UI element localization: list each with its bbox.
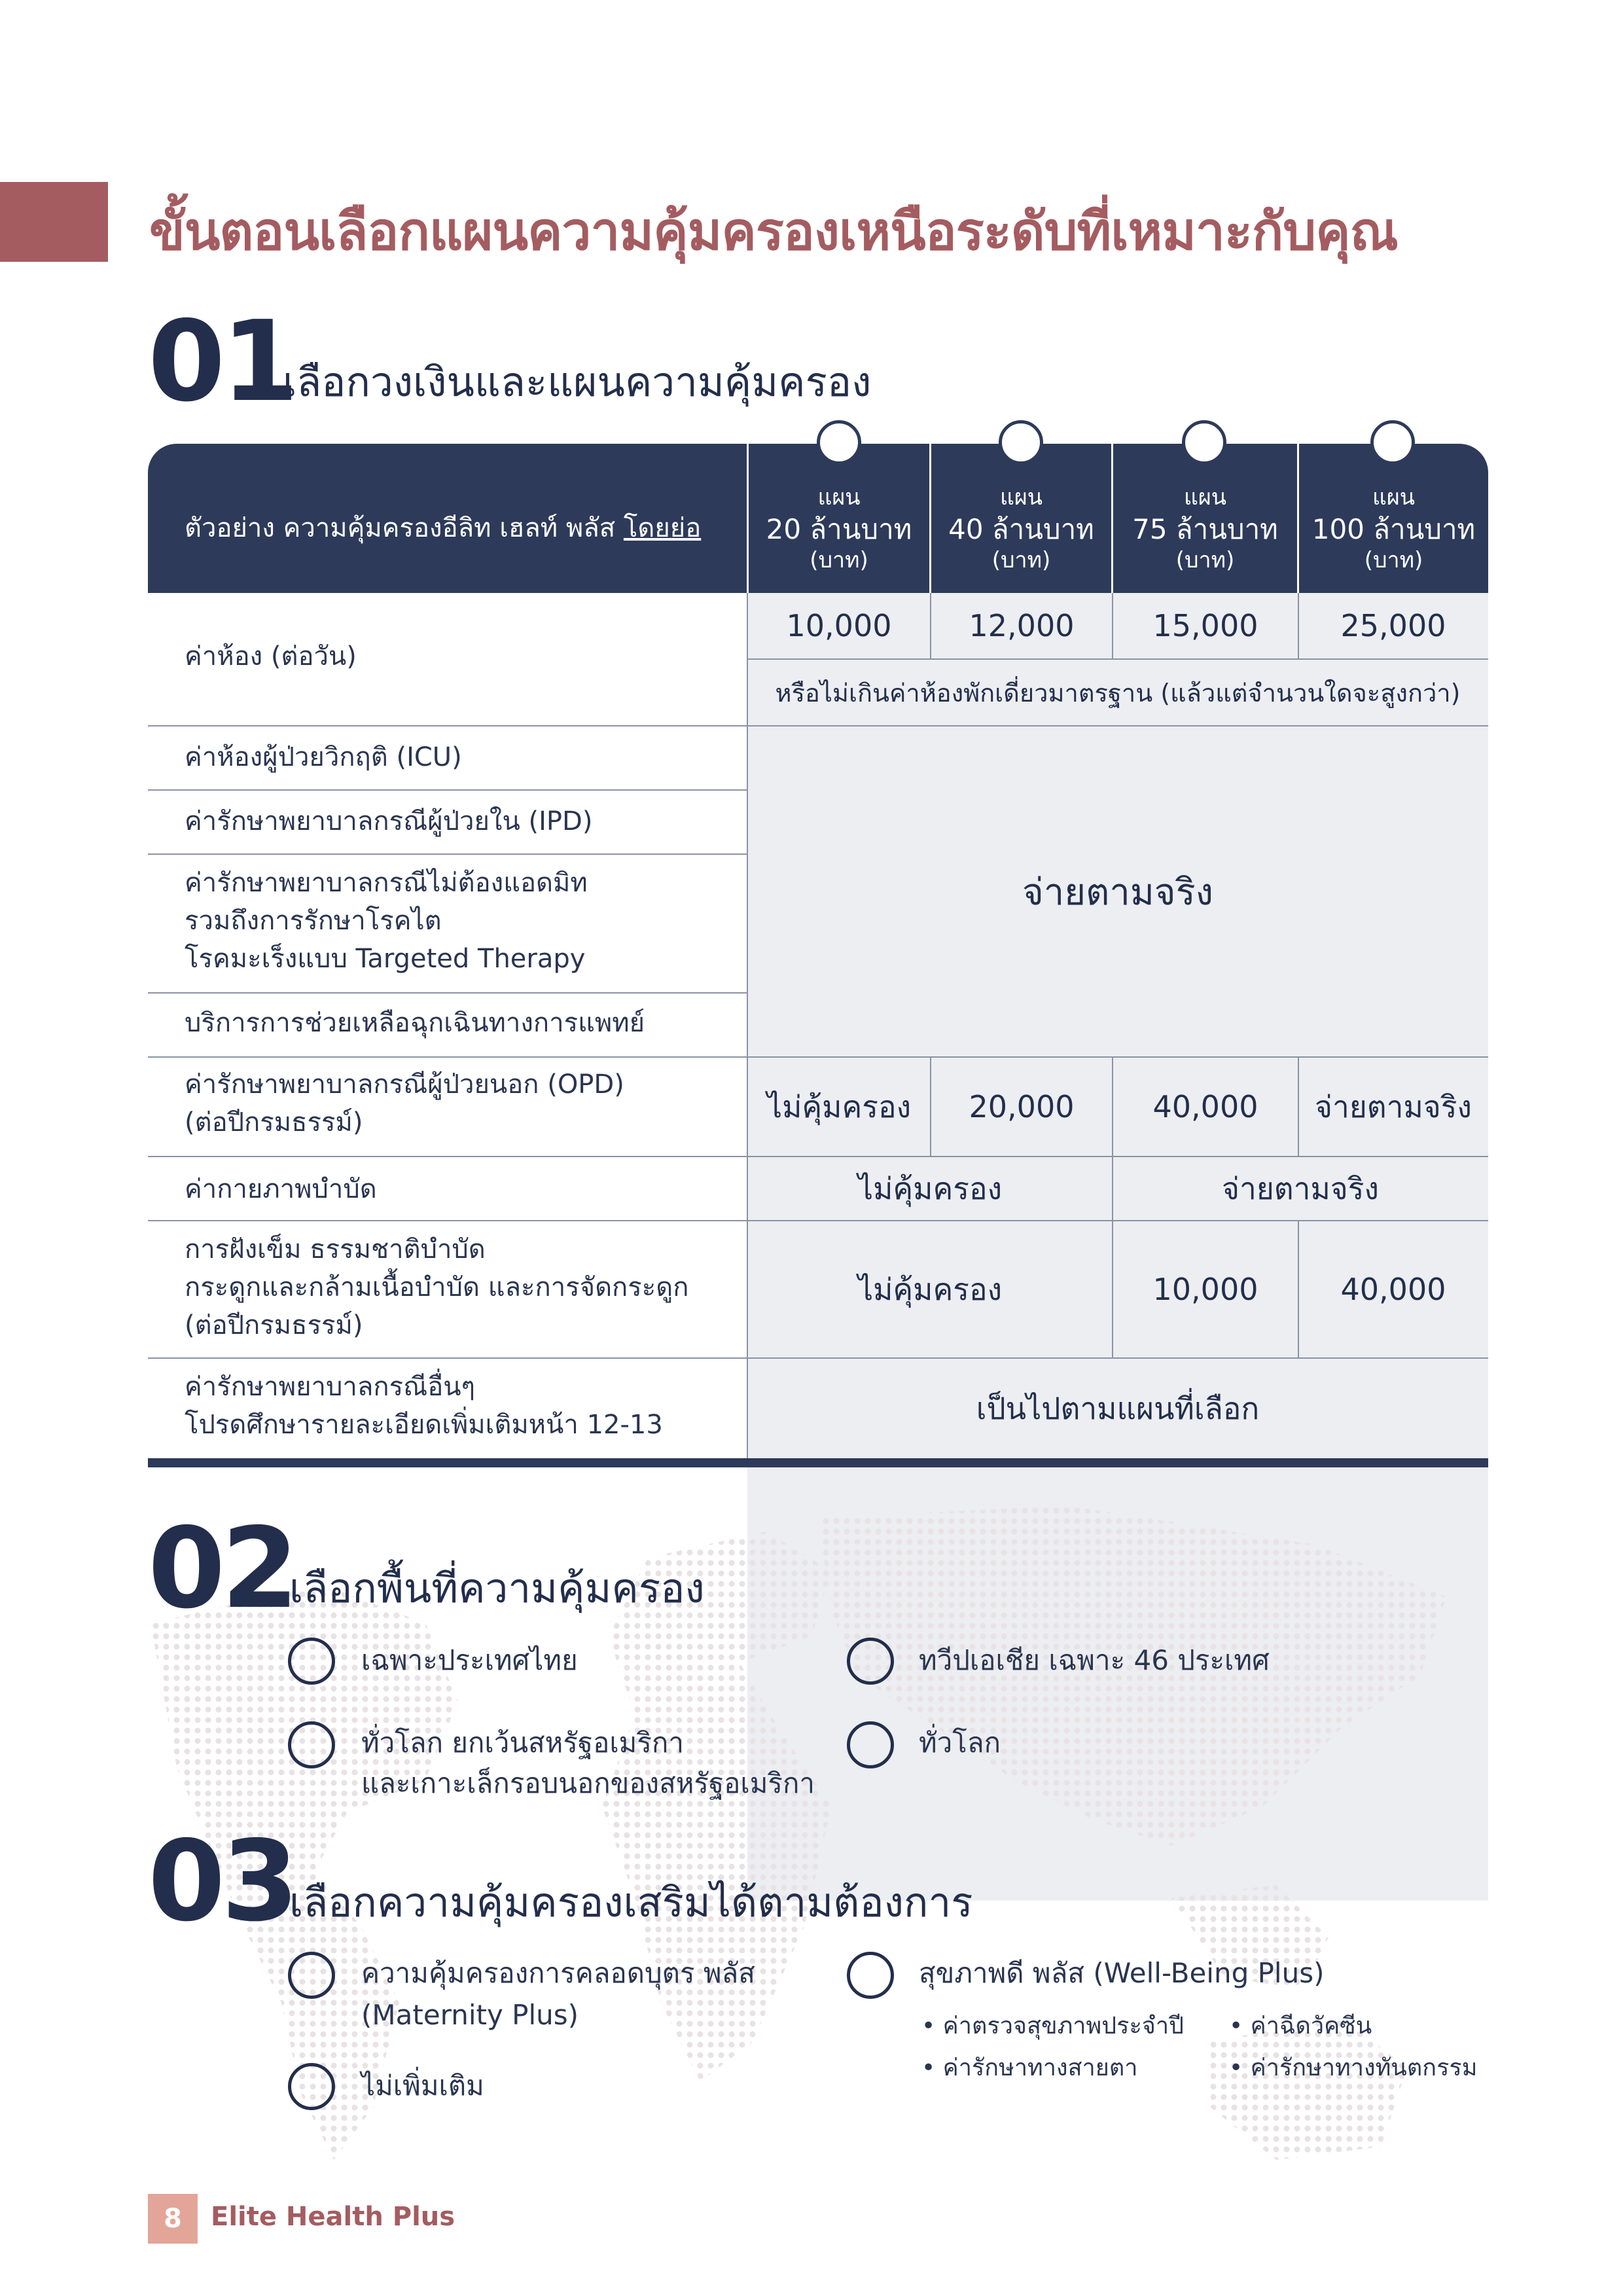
room-value-100m: 25,000 (1340, 608, 1446, 643)
row-ipd-label: ค่ารักษาพยาบาลกรณีผู้ป่วยใน (IPD) (185, 806, 593, 836)
step-3-number: 03 (148, 1817, 295, 1946)
table-bottom-rule (148, 1458, 1488, 1467)
area-worldwide-excl-us-label-1: ทั่วโลก ยกเว้นสหรัฐอเมริกา (361, 1727, 684, 1759)
area-worldwide-excl-us-label-2: และเกาะเล็กรอบนอกของสหรัฐอเมริกา (361, 1767, 815, 1799)
plan-40m-column: แผน 40 ล้านบาท (บาท) (948, 484, 1094, 573)
well-being-plus-radio[interactable] (847, 1952, 894, 1999)
row-opd-label-1: ค่ารักษาพยาบาลกรณีผู้ป่วยนอก (OPD) (185, 1069, 624, 1100)
bullet-annual-checkup: • ค่าตรวจสุขภาพประจำปี (921, 2013, 1184, 2039)
other-value: เป็นไปตามแผนที่เลือก (976, 1390, 1260, 1426)
row-icu-label: ค่าห้องผู้ป่วยวิกฤติ (ICU) (185, 742, 462, 772)
well-being-plus-label: สุขภาพดี พลัส (Well-Being Plus) (919, 1957, 1325, 1989)
room-value-40m: 12,000 (969, 608, 1075, 643)
row-alt-label-2: กระดูกและกล้ามเนื้อบำบัด และการจัดกระดูก (185, 1272, 689, 1302)
row-physio-label: ค่ากายภาพบำบัด (185, 1174, 377, 1204)
actual-cost-merged: จ่ายตามจริง (1022, 870, 1214, 914)
footer-brand: Elite Health Plus (211, 2202, 455, 2232)
area-asia-label: ทวีปเอเชีย เฉพาะ 46 ประเทศ (919, 1644, 1270, 1676)
row-other-label-2: โปรดศึกษารายละเอียดเพิ่มเติมหน้า 12-13 (185, 1410, 663, 1440)
header-label: ตัวอย่าง ความคุ้มครองอีลิท เฮลท์ พลัส โดยย่อ (185, 513, 702, 543)
table-header (148, 444, 1488, 593)
bullet-vaccine: • ค่าฉีดวัคซีน (1229, 2013, 1372, 2039)
area-worldwide-radio[interactable] (847, 1721, 894, 1768)
row-noadmit-label-3: โรคมะเร็งแบบ Targeted Therapy (185, 944, 586, 974)
area-thailand-radio[interactable] (288, 1638, 335, 1685)
physio-value-high: จ่ายตามจริง (1222, 1170, 1379, 1206)
plan-100m-radio[interactable] (1370, 420, 1415, 465)
plan-75m-column: แผน 75 ล้านบาท (บาท) (1132, 484, 1278, 573)
bullet-dental: • ค่ารักษาทางทันตกรรม (1229, 2054, 1478, 2081)
physio-value-low: ไม่คุ้มครอง (857, 1170, 1003, 1206)
area-worldwide-excl-us-radio[interactable] (288, 1721, 335, 1768)
row-other-label-1: ค่ารักษาพยาบาลกรณีอื่นๆ (185, 1372, 476, 1402)
step-3-title: เลือกความคุ้มครองเสริมได้ตามต้องการ (289, 1878, 973, 1926)
opd-value-100m: จ่ายตามจริง (1315, 1088, 1472, 1124)
accent-bar (0, 182, 108, 262)
maternity-plus-radio[interactable] (288, 1952, 335, 1999)
step-1-number: 01 (148, 297, 295, 427)
plan-40m-radio[interactable] (999, 420, 1043, 465)
row-emergency-label: บริการการช่วยเหลือฉุกเฉินทางการแพทย์ (185, 1008, 645, 1038)
opd-value-20m: ไม่คุ้มครอง (766, 1088, 912, 1124)
plan-75m-radio[interactable] (1182, 420, 1226, 465)
room-value-75m: 15,000 (1152, 608, 1258, 643)
room-value-20m: 10,000 (786, 608, 892, 643)
row-room-label: ค่าห้อง (ต่อวัน) (185, 641, 357, 672)
page-number-badge: 8 (148, 2194, 198, 2244)
bullet-eye-care: • ค่ารักษาทางสายตา (921, 2054, 1138, 2081)
row-noadmit-label-2: รวมถึงการรักษาโรคไต (185, 906, 442, 936)
no-addon-radio[interactable] (288, 2063, 335, 2110)
alt-value-75m: 10,000 (1152, 1272, 1258, 1307)
plan-100m-column: แผน 100 ล้านบาท (บาท) (1311, 484, 1476, 573)
opd-value-40m: 20,000 (969, 1089, 1075, 1124)
plan-20m-column: แผน 20 ล้านบาท (บาท) (766, 484, 912, 573)
row-opd-label-2: (ต่อปีกรมธรรม์) (185, 1107, 363, 1138)
row-alt-label-1: การฝังเข็ม ธรรมชาติบำบัด (185, 1234, 486, 1265)
page-title: ขั้นตอนเลือกแผนความคุ้มครองเหนือระดับที่เหมาะกับคุณ (149, 201, 1398, 262)
maternity-plus-label-1: ความคุ้มครองการคลอดบุตร พลัส (361, 1957, 755, 1989)
alt-value-100m: 40,000 (1340, 1272, 1446, 1307)
opd-value-75m: 40,000 (1152, 1089, 1258, 1124)
area-thailand-label: เฉพาะประเทศไทย (361, 1644, 578, 1676)
step-2-number: 02 (148, 1504, 295, 1634)
area-asia-radio[interactable] (847, 1638, 894, 1685)
area-worldwide-label: ทั่วโลก (919, 1727, 1001, 1759)
alt-value-low: ไม่คุ้มครอง (857, 1271, 1003, 1307)
row-noadmit-label-1: ค่ารักษาพยาบาลกรณีไม่ต้องแอดมิท (185, 868, 588, 898)
no-addon-label: ไม่เพิ่มเติม (361, 2070, 484, 2102)
plan-20m-radio[interactable] (817, 420, 861, 465)
room-note: หรือไม่เกินค่าห้องพักเดี่ยวมาตรฐาน (แล้วแต่จำนวนใดจะสูงกว่า) (775, 678, 1461, 708)
maternity-plus-label-2: (Maternity Plus) (361, 1999, 579, 2031)
step-2-title: เลือกพื้นที่ความคุ้มครอง (289, 1564, 705, 1612)
row-alt-label-3: (ต่อปีกรมธรรม์) (185, 1310, 363, 1340)
step-1-title: เลือกวงเงินและแผนความคุ้มครอง (283, 358, 872, 406)
